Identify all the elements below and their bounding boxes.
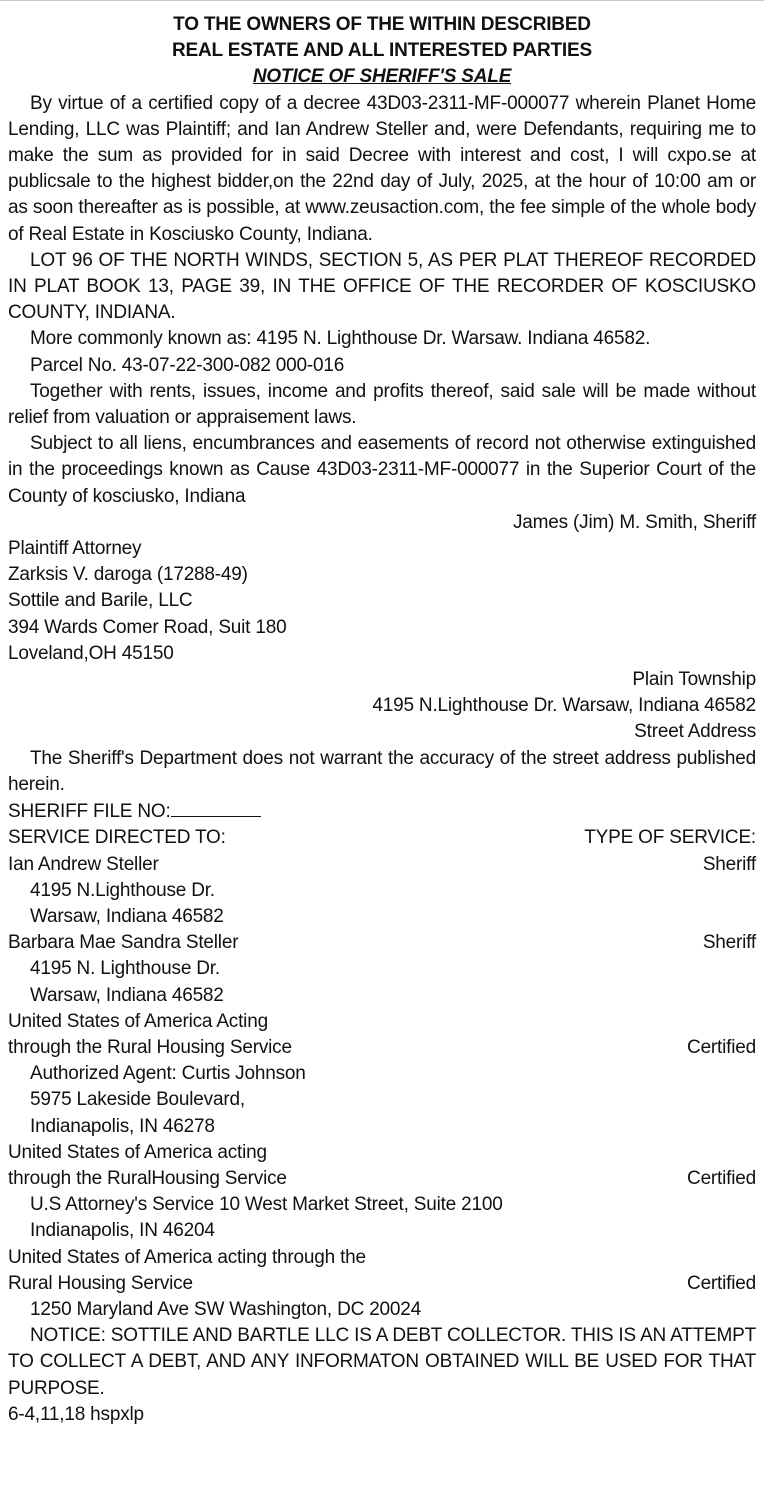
sheriff-file-line [8, 798, 756, 825]
service-address-line: 4195 N.Lighthouse Dr. [30, 879, 215, 901]
service-type: Certified [687, 1167, 756, 1189]
header-line-1: TO THE OWNERS OF THE WITHIN DESCRIBED [173, 14, 591, 35]
township: Plain Township [632, 669, 756, 691]
attorney-city: Loveland,OH 45150 [8, 642, 174, 664]
service-address-line: Warsaw, Indiana 46582 [30, 905, 224, 927]
service-entry [8, 852, 756, 878]
service-name: Ian Andrew Steller [8, 853, 159, 875]
service-name-pre: United States of America acting [8, 1141, 267, 1163]
service-address-line: Indianapolis, IN 46204 [30, 1220, 215, 1242]
street-address: 4195 N.Lighthouse Dr. Warsaw, Indiana 46582 [372, 695, 756, 717]
rents-paragraph: Together with rents, issues, income and profits thereof, said sale will be made without relief from valuation or appraisement laws. [8, 380, 756, 429]
service-name: through the Rural Housing Service [8, 1036, 292, 1058]
attorney-firm: Sottile and Barile, LLC [8, 590, 193, 612]
parcel-number: Parcel No. 43-07-22-300-082 000-016 [30, 354, 345, 376]
service-entry [8, 1166, 756, 1192]
property-known-as: More commonly known as: 4195 N. Lighthouse Dr. Warsaw. Indiana 46582. [30, 328, 651, 350]
attorney-street: 394 Wards Comer Road, Suit 180 [8, 616, 287, 638]
sheriff-file-blank [171, 798, 261, 817]
sheriff-file-label: SHERIFF FILE NO: [8, 801, 171, 823]
notice-title: NOTICE OF SHERIFF'S SALE [252, 66, 512, 88]
service-address-line: Warsaw, Indiana 46582 [30, 984, 224, 1006]
service-name-pre: United States of America Acting [8, 1010, 268, 1032]
service-address-line: Authorized Agent: Curtis Johnson [30, 1063, 306, 1085]
street-address-label: Street Address [634, 721, 756, 743]
service-entry [8, 1271, 756, 1297]
service-type-label: TYPE OF SERVICE: [584, 827, 756, 849]
decree-paragraph: By virtue of a certified copy of a decree 43D03-2311-MF-000077 wherein Planet Home Lending, LLC was Plaintiff; and Ian Andrew Steller and, were Defendants, requiring me to make the sum as provided for in said Decree with interest and cost, I will cxpo.se at publicsale to the highest bidder,on the 22nd day of July, 2025, at the hour of 10:00 am or as soon thereafter as is possible, at www.zeusaction.com, the fee simple of the whole body of Real Estate in Kosciusko County, Indiana. [8, 92, 756, 245]
service-name: Rural Housing Service [8, 1272, 193, 1294]
header-line-2: REAL ESTATE AND ALL INTERESTED PARTIES [172, 40, 592, 62]
service-type: Sheriff [702, 853, 756, 875]
service-name: Barbara Mae Sandra Steller [8, 932, 239, 954]
attorney-label: Plaintiff Attorney [8, 538, 142, 560]
service-type: Certified [687, 1036, 756, 1058]
debt-collector-notice: NOTICE: SOTTILE AND BARTLE LLC IS A DEBT COLLECTOR. THIS IS AN ATTEMPT TO COLLECT A DEBT, AND ANY INFORMATON OBTAINED WILL BE USED FOR THAT PURPOSE. [8, 1325, 756, 1399]
disclaimer: The Sheriff's Department does not warrant the accuracy of the street address published herein. [8, 747, 756, 795]
publication-footer: 6-4,11,18 hspxlp [8, 1403, 144, 1425]
service-entry [8, 930, 756, 956]
service-header [8, 825, 756, 851]
service-address-line: Indianapolis, IN 46278 [30, 1115, 215, 1137]
sheriff-signature: James (Jim) M. Smith, Sheriff [513, 511, 756, 533]
service-address-line: 1250 Maryland Ave SW Washington, DC 20024 [30, 1298, 422, 1320]
service-entry [8, 1035, 756, 1061]
service-name-pre: United States of America acting through the [8, 1246, 366, 1268]
attorney-name: Zarksis V. daroga (17288-49) [8, 564, 248, 586]
service-address-line: 4195 N. Lighthouse Dr. [30, 958, 220, 980]
legal-description: LOT 96 OF THE NORTH WINDS, SECTION 5, AS PER PLAT THEREOF RECORDED IN PLAT BOOK 13, PAGE 39, IN THE OFFICE OF THE RECORDER OF KOSCIUSKO COUNTY, INDIANA. [8, 249, 756, 324]
subject-paragraph: Subject to all liens, encumbrances and easements of record not otherwise extinguished in the proceedings known as Cause 43D03-2311-MF-000077 in the Superior Court of the County of kosciusko, Indiana [8, 433, 756, 507]
service-type: Certified [687, 1272, 756, 1294]
service-address-line: U.S Attorney's Service 10 West Market Street, Suite 2100 [30, 1194, 503, 1216]
service-directed-label: SERVICE DIRECTED TO: [8, 827, 226, 849]
service-name: through the RuralHousing Service [8, 1167, 287, 1189]
service-address-line: 5975 Lakeside Boulevard, [30, 1089, 245, 1111]
service-type: Sheriff [702, 932, 756, 954]
top-border [0, 0, 764, 1]
